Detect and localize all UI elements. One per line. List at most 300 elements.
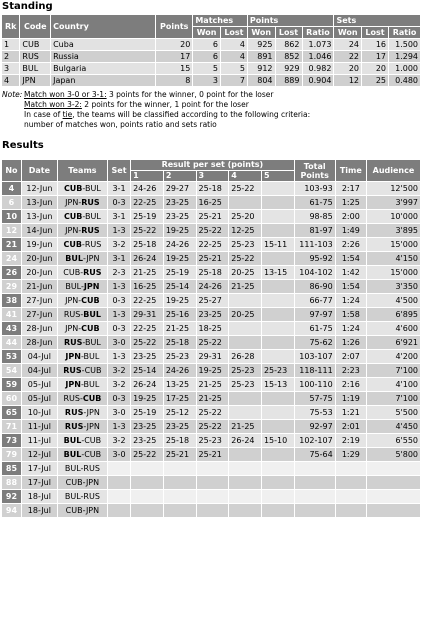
set-score-cell xyxy=(261,420,294,434)
set-score-cell xyxy=(229,294,262,308)
set-score-cell: 24-26 xyxy=(163,364,196,378)
team-home[interactable]: RUS xyxy=(63,310,81,319)
col-country: Country xyxy=(51,15,156,39)
team-away[interactable]: RUS xyxy=(83,268,102,277)
team-home[interactable]: JPN xyxy=(65,380,81,389)
tie-link[interactable]: tie xyxy=(62,110,73,119)
result-row xyxy=(2,196,421,210)
match-time-cell: 1:19 xyxy=(335,392,366,406)
sets-lost-cell: 16 xyxy=(362,39,389,51)
audience-cell: 3'997 xyxy=(366,196,420,210)
col-code: Code xyxy=(20,15,51,39)
match-teams-cell xyxy=(57,504,107,518)
set-score-cell: 13-25 xyxy=(163,378,196,392)
col-per-set: Result per set (points) xyxy=(131,160,295,171)
set-score-cell: 24-26 xyxy=(163,238,196,252)
match-date-cell: 19-Jun xyxy=(21,238,57,252)
match-no-cell: 59 xyxy=(2,378,22,392)
set-score-cell: 25-16 xyxy=(163,308,196,322)
matches-won-cell: 3 xyxy=(193,75,221,87)
set-score-cell xyxy=(131,504,164,518)
team-home[interactable]: JPN xyxy=(65,226,79,235)
set-score-cell: 29-31 xyxy=(196,350,229,364)
set-score-cell xyxy=(261,462,294,476)
match-date-cell: 13-Jun xyxy=(21,196,57,210)
team-away[interactable]: RUS xyxy=(83,492,100,501)
rule-3-0-link[interactable]: Match won 3-0 or 3-1: xyxy=(24,90,107,99)
set-score-cell: 19-25 xyxy=(163,294,196,308)
team-home[interactable]: RUS xyxy=(63,366,82,375)
match-set-cell: 3-2 xyxy=(107,238,130,252)
match-set-cell: 3-2 xyxy=(107,434,130,448)
audience-cell: 4'450 xyxy=(366,420,420,434)
audience-cell: 7'100 xyxy=(366,364,420,378)
team-home[interactable]: CUB xyxy=(63,268,81,277)
set-score-cell: 26-24 xyxy=(131,378,164,392)
notes-label: Note: xyxy=(2,90,23,99)
set-score-cell: 15-10 xyxy=(261,434,294,448)
code-cell: JPN xyxy=(20,75,51,87)
set-score-cell: 19-25 xyxy=(163,224,196,238)
result-row xyxy=(2,448,421,462)
sets-ratio-cell: 1.000 xyxy=(389,63,421,75)
match-no-cell: 41 xyxy=(2,308,22,322)
team-away[interactable]: BUL xyxy=(85,212,101,221)
result-row xyxy=(2,266,421,280)
col-teams: Teams xyxy=(57,160,107,182)
match-set-cell: 3-0 xyxy=(107,336,130,350)
audience-cell: 3'895 xyxy=(366,224,420,238)
match-time-cell: 1:42 xyxy=(335,266,366,280)
country-cell: Bulgaria xyxy=(51,63,156,75)
team-away[interactable]: RUS xyxy=(81,226,100,235)
match-teams-cell xyxy=(57,364,107,378)
match-set-cell: 0-3 xyxy=(107,196,130,210)
col-total: Total Points xyxy=(294,160,335,182)
team-home[interactable]: CUB xyxy=(65,506,83,515)
match-time-cell: 2:07 xyxy=(335,350,366,364)
team-separator: - xyxy=(81,436,85,445)
match-teams-cell xyxy=(57,462,107,476)
set-score-cell: 23-25 xyxy=(131,420,164,434)
sets-lost-cell: 20 xyxy=(362,63,389,75)
team-separator: - xyxy=(83,408,87,417)
team-away[interactable]: RUS xyxy=(81,198,100,207)
match-teams-cell xyxy=(57,182,107,196)
match-date-cell: 28-Jun xyxy=(21,336,57,350)
set-score-cell: 25-22 xyxy=(196,420,229,434)
match-date-cell: 21-Jun xyxy=(21,280,57,294)
team-home[interactable]: BUL xyxy=(63,436,82,445)
rk-cell: 1 xyxy=(2,39,20,51)
set-score-cell: 25-23 xyxy=(229,238,262,252)
team-home[interactable]: BUL xyxy=(64,464,81,473)
col-points: Points xyxy=(156,15,193,39)
total-points-cell: 66-77 xyxy=(294,294,335,308)
match-date-cell: 14-Jun xyxy=(21,224,57,238)
team-home[interactable]: BUL xyxy=(65,254,83,263)
set-score-cell: 25-22 xyxy=(131,448,164,462)
set-score-cell xyxy=(261,196,294,210)
set-score-cell: 19-25 xyxy=(163,252,196,266)
match-no-cell: 26 xyxy=(2,266,22,280)
set-score-cell: 26-24 xyxy=(229,434,262,448)
match-set-cell: 3-2 xyxy=(107,364,130,378)
match-time-cell: 2:16 xyxy=(335,378,366,392)
col-set-5: 5 xyxy=(261,171,294,182)
match-no-cell: 29 xyxy=(2,280,22,294)
audience-cell xyxy=(366,490,420,504)
rk-cell: 3 xyxy=(2,63,20,75)
team-separator: - xyxy=(80,268,84,277)
rule-3-2-link[interactable]: Match won 3-2: xyxy=(24,100,82,109)
notes xyxy=(2,90,422,130)
match-teams-cell xyxy=(57,210,107,224)
rule-3-0-text: 3 points for the winner, 0 point for the loser xyxy=(106,90,274,99)
team-home[interactable]: BUL xyxy=(63,450,82,459)
match-date-cell: 28-Jun xyxy=(21,322,57,336)
team-away[interactable]: CUB xyxy=(81,296,100,305)
set-score-cell: 12-25 xyxy=(229,224,262,238)
team-away[interactable]: CUB xyxy=(84,436,102,445)
match-no-cell: 44 xyxy=(2,336,22,350)
team-away[interactable]: BUL xyxy=(85,184,101,193)
audience-cell: 4'100 xyxy=(366,378,420,392)
set-score-cell xyxy=(261,350,294,364)
set-score-cell xyxy=(229,476,262,490)
set-score-cell xyxy=(229,392,262,406)
set-score-cell xyxy=(196,504,229,518)
result-row xyxy=(2,322,421,336)
match-teams-cell xyxy=(57,448,107,462)
sets-lost-cell: 17 xyxy=(362,51,389,63)
team-home[interactable]: RUS xyxy=(63,394,80,403)
team-away[interactable]: JPN xyxy=(86,254,100,263)
code-cell: BUL xyxy=(20,63,51,75)
set-score-cell: 25-27 xyxy=(196,294,229,308)
set-score-cell xyxy=(131,462,164,476)
team-separator: - xyxy=(82,338,85,347)
total-points-cell: 103-107 xyxy=(294,350,335,364)
match-set-cell: 1-3 xyxy=(107,308,130,322)
team-away[interactable]: BUL xyxy=(84,338,101,347)
set-score-cell xyxy=(163,462,196,476)
points-cell: 8 xyxy=(156,75,193,87)
set-score-cell xyxy=(261,294,294,308)
set-score-cell: 29-27 xyxy=(163,182,196,196)
set-score-cell xyxy=(261,504,294,518)
match-no-cell: 43 xyxy=(2,322,22,336)
set-score-cell: 26-28 xyxy=(229,350,262,364)
set-score-cell: 25-22 xyxy=(131,224,164,238)
match-no-cell: 88 xyxy=(2,476,22,490)
match-no-cell: 60 xyxy=(2,392,22,406)
set-score-cell: 24-26 xyxy=(196,280,229,294)
team-home[interactable]: BUL xyxy=(65,282,81,291)
country-cell: Cuba xyxy=(51,39,156,51)
standing-table xyxy=(1,14,421,87)
set-score-cell: 25-23 xyxy=(196,434,229,448)
set-score-cell: 25-21 xyxy=(163,448,196,462)
result-row xyxy=(2,364,421,378)
points-ratio-cell: 0.982 xyxy=(302,63,334,75)
match-set-cell: 1-3 xyxy=(107,420,130,434)
total-points-cell: 104-102 xyxy=(294,266,335,280)
sets-won-cell: 24 xyxy=(334,39,362,51)
points-ratio-cell: 1.046 xyxy=(302,51,334,63)
match-date-cell: 18-Jul xyxy=(21,490,57,504)
set-score-cell: 25-23 xyxy=(163,350,196,364)
points-lost-cell: 929 xyxy=(275,63,302,75)
set-score-cell: 25-18 xyxy=(196,182,229,196)
result-row xyxy=(2,252,421,266)
team-home[interactable]: CUB xyxy=(63,184,83,193)
match-date-cell: 04-Jul xyxy=(21,364,57,378)
audience-cell: 4'200 xyxy=(366,350,420,364)
set-score-cell xyxy=(261,336,294,350)
total-points-cell: 95-92 xyxy=(294,252,335,266)
team-away[interactable]: JPN xyxy=(85,478,100,487)
set-score-cell: 15-13 xyxy=(261,378,294,392)
set-score-cell xyxy=(261,308,294,322)
col-set-1: 1 xyxy=(131,171,164,182)
code-cell: RUS xyxy=(20,51,51,63)
team-away[interactable]: BUL xyxy=(83,352,100,361)
team-home[interactable]: JPN xyxy=(65,198,79,207)
match-no-cell: 65 xyxy=(2,406,22,420)
match-time-cell: 1:25 xyxy=(335,196,366,210)
team-away[interactable]: JPN xyxy=(85,506,100,515)
match-time-cell: 1:58 xyxy=(335,308,366,322)
set-score-cell: 17-25 xyxy=(163,392,196,406)
team-home[interactable]: CUB xyxy=(65,478,83,487)
matches-lost-cell: 7 xyxy=(220,75,247,87)
set-score-cell xyxy=(261,392,294,406)
set-score-cell: 16-25 xyxy=(131,280,164,294)
match-teams-cell xyxy=(57,490,107,504)
team-away[interactable]: JPN xyxy=(86,408,100,417)
points-won-cell: 804 xyxy=(247,75,275,87)
set-score-cell: 25-23 xyxy=(261,364,294,378)
match-time-cell: 1:26 xyxy=(335,336,366,350)
result-row xyxy=(2,462,421,476)
match-set-cell xyxy=(107,462,130,476)
team-away[interactable]: CUB xyxy=(84,366,102,375)
col-set-4: 4 xyxy=(229,171,262,182)
match-time-cell: 2:19 xyxy=(335,434,366,448)
matches-lost-cell: 5 xyxy=(220,63,247,75)
result-row xyxy=(2,336,421,350)
set-score-cell: 25-18 xyxy=(196,266,229,280)
match-teams-cell xyxy=(57,420,107,434)
team-home[interactable]: CUB xyxy=(63,212,83,221)
team-separator: - xyxy=(79,394,83,403)
set-score-cell xyxy=(196,490,229,504)
team-home[interactable]: BUL xyxy=(64,492,81,501)
results-title: Results xyxy=(2,140,44,151)
col-date: Date xyxy=(21,160,57,182)
total-points-cell xyxy=(294,490,335,504)
result-row xyxy=(2,392,421,406)
team-separator: - xyxy=(80,492,84,501)
team-home[interactable]: CUB xyxy=(63,240,82,249)
result-row xyxy=(2,490,421,504)
set-score-cell xyxy=(131,490,164,504)
total-points-cell: 111-103 xyxy=(294,238,335,252)
match-no-cell: 85 xyxy=(2,462,22,476)
match-set-cell: 0-3 xyxy=(107,322,130,336)
result-row xyxy=(2,434,421,448)
match-time-cell: 1:21 xyxy=(335,406,366,420)
set-score-cell: 25-22 xyxy=(196,336,229,350)
standing-row xyxy=(2,39,421,51)
points-lost-cell: 862 xyxy=(275,39,302,51)
set-score-cell: 23-25 xyxy=(131,350,164,364)
team-separator: - xyxy=(82,506,86,515)
rk-cell: 2 xyxy=(2,51,20,63)
tie-text: , the teams will be classified according to the following criteria: xyxy=(72,110,311,119)
result-row xyxy=(2,476,421,490)
match-no-cell: 73 xyxy=(2,434,22,448)
match-no-cell: 24 xyxy=(2,252,22,266)
team-home[interactable]: RUS xyxy=(63,338,83,347)
set-score-cell: 24-26 xyxy=(131,182,164,196)
set-score-cell: 25-14 xyxy=(131,364,164,378)
set-score-cell: 25-18 xyxy=(131,238,164,252)
set-score-cell: 23-25 xyxy=(131,434,164,448)
match-no-cell: 12 xyxy=(2,224,22,238)
col-sets-won: Won xyxy=(334,27,362,39)
team-separator: - xyxy=(80,310,84,319)
set-score-cell xyxy=(229,196,262,210)
audience-cell: 4'500 xyxy=(366,294,420,308)
col-matches: Matches xyxy=(193,15,248,27)
match-no-cell: 6 xyxy=(2,196,22,210)
set-score-cell: 13-15 xyxy=(261,266,294,280)
team-away[interactable]: RUS xyxy=(83,464,100,473)
set-score-cell: 22-25 xyxy=(131,322,164,336)
set-score-cell: 23-25 xyxy=(163,196,196,210)
match-time-cell: 2:26 xyxy=(335,238,366,252)
points-won-cell: 912 xyxy=(247,63,275,75)
team-separator: - xyxy=(83,422,87,431)
match-date-cell: 27-Jun xyxy=(21,308,57,322)
set-score-cell: 25-21 xyxy=(196,210,229,224)
set-score-cell xyxy=(261,224,294,238)
audience-cell: 15'000 xyxy=(366,238,420,252)
team-away[interactable]: JPN xyxy=(86,422,100,431)
team-home[interactable]: JPN xyxy=(65,352,81,361)
match-no-cell: 10 xyxy=(2,210,22,224)
set-score-cell: 15-11 xyxy=(261,238,294,252)
match-teams-cell xyxy=(57,280,107,294)
col-set: Set xyxy=(107,160,130,182)
team-home[interactable]: RUS xyxy=(64,422,84,431)
set-score-cell: 16-25 xyxy=(196,196,229,210)
set-score-cell: 25-21 xyxy=(196,252,229,266)
match-date-cell: 12-Jun xyxy=(21,182,57,196)
match-date-cell: 04-Jul xyxy=(21,350,57,364)
total-points-cell xyxy=(294,462,335,476)
team-home[interactable]: JPN xyxy=(65,296,79,305)
match-teams-cell xyxy=(57,476,107,490)
set-score-cell xyxy=(163,504,196,518)
points-cell: 20 xyxy=(156,39,193,51)
match-date-cell: 05-Jul xyxy=(21,378,57,392)
team-separator: - xyxy=(81,240,85,249)
team-separator: - xyxy=(82,212,86,221)
col-sets: Sets xyxy=(334,15,421,27)
team-away[interactable]: CUB xyxy=(81,324,100,333)
tie-criteria: number of matches won, points ratio and sets ratio xyxy=(24,120,217,129)
total-points-cell: 61-75 xyxy=(294,196,335,210)
match-time-cell: 1:54 xyxy=(335,280,366,294)
team-away[interactable]: CUB xyxy=(82,394,102,403)
match-teams-cell xyxy=(57,196,107,210)
set-score-cell xyxy=(229,406,262,420)
audience-cell: 5'500 xyxy=(366,406,420,420)
set-score-cell xyxy=(196,476,229,490)
total-points-cell: 103-93 xyxy=(294,182,335,196)
match-no-cell: 71 xyxy=(2,420,22,434)
team-separator: - xyxy=(80,352,84,361)
match-no-cell: 54 xyxy=(2,364,22,378)
match-date-cell: 10-Jul xyxy=(21,406,57,420)
set-score-cell: 21-25 xyxy=(229,420,262,434)
match-set-cell: 1-3 xyxy=(107,350,130,364)
set-score-cell xyxy=(261,476,294,490)
set-score-cell xyxy=(261,448,294,462)
points-ratio-cell: 0.904 xyxy=(302,75,334,87)
team-home[interactable]: RUS xyxy=(64,408,84,417)
match-set-cell: 3-0 xyxy=(107,406,130,420)
points-lost-cell: 852 xyxy=(275,51,302,63)
set-score-cell: 20-25 xyxy=(229,308,262,322)
set-score-cell xyxy=(261,280,294,294)
team-away[interactable]: RUS xyxy=(84,240,102,249)
col-points-ratio: Ratio xyxy=(302,27,334,39)
match-time-cell: 1:54 xyxy=(335,252,366,266)
set-score-cell xyxy=(261,182,294,196)
match-set-cell: 3-1 xyxy=(107,252,130,266)
audience-cell: 4'600 xyxy=(366,322,420,336)
team-away[interactable]: BUL xyxy=(83,380,100,389)
total-points-cell: 75-64 xyxy=(294,448,335,462)
result-row xyxy=(2,210,421,224)
set-score-cell: 21-25 xyxy=(229,280,262,294)
match-no-cell: 79 xyxy=(2,448,22,462)
team-away[interactable]: CUB xyxy=(84,450,102,459)
total-points-cell: 97-97 xyxy=(294,308,335,322)
audience-cell xyxy=(366,462,420,476)
standing-row xyxy=(2,75,421,87)
set-score-cell: 25-18 xyxy=(163,336,196,350)
audience-cell: 6'895 xyxy=(366,308,420,322)
team-separator: - xyxy=(78,324,82,333)
standing-row xyxy=(2,51,421,63)
result-row xyxy=(2,378,421,392)
team-separator: - xyxy=(78,198,82,207)
match-time-cell xyxy=(335,476,366,490)
team-home[interactable]: JPN xyxy=(65,324,79,333)
team-away[interactable]: JPN xyxy=(83,282,100,291)
audience-cell: 5'800 xyxy=(366,448,420,462)
set-score-cell xyxy=(229,336,262,350)
set-score-cell: 23-25 xyxy=(163,420,196,434)
standing-row xyxy=(2,63,421,75)
team-away[interactable]: BUL xyxy=(83,310,101,319)
points-won-cell: 891 xyxy=(247,51,275,63)
